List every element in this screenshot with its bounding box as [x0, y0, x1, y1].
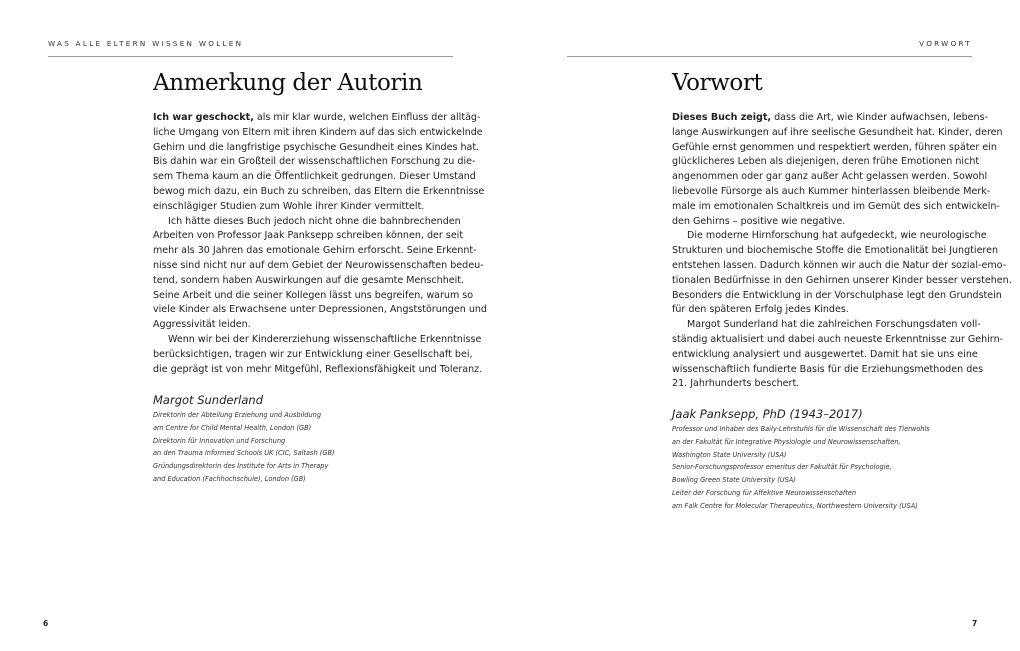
body-line: sem Thema kaum an die Öffentlichkeit gedrungen. Dieser Umstand	[153, 171, 476, 183]
affiliation-line: am Falk Centre for Molecular Therapeutics, Northwestern University (USA)	[672, 501, 918, 510]
body-line: angenommen oder gar ganz außer Acht gelassen werden. Sowohl	[672, 171, 988, 183]
author-signature: Jaak Panksepp, PhD (1943–2017)	[672, 407, 863, 421]
author-affiliation	[672, 423, 930, 513]
body-line: Ich hätte dieses Buch jedoch nicht ohne die bahnbrechenden	[168, 215, 461, 227]
header-rule	[567, 56, 972, 57]
body-line: Gefühle ernst genommen und respektiert werden, führen später ein	[672, 141, 997, 153]
body-line: Wenn wir bei der Kindererziehung wissenschaftliche Erkenntnisse	[168, 333, 482, 345]
lead-phrase: Dieses Buch zeigt,	[672, 112, 772, 123]
body-line: 21. Jahrhunderts beschert.	[672, 378, 800, 390]
body-text	[672, 111, 1012, 392]
page-number: 6	[43, 619, 49, 628]
body-line: für den späteren Erfolg jedes Kindes.	[672, 304, 849, 316]
body-line: entwicklung analysiert und ausgewertet. Damit hat sie uns eine	[672, 348, 978, 360]
author-affiliation	[153, 409, 335, 486]
body-line: male im emotionalen Schaltkreis und im Gemüt des sich entwickeln-	[672, 200, 1000, 212]
affiliation-line: Gründungsdirektorin des Institute for Arts in Therapy	[153, 462, 329, 471]
affiliation-line: an der Fakultät für Integrative Physiologie und Neurowissenschaften,	[672, 437, 901, 446]
body-line: Aggressivität leiden.	[153, 319, 251, 331]
line-text: als mir klar wurde, welchen Einfluss der alltäg-	[253, 112, 481, 123]
right-page	[510, 0, 1020, 651]
body-line: glücklicheres Leben als diejenigen, deren frühe Emotionen nicht	[672, 156, 980, 168]
affiliation-line: and Education (Fachhochschule), London (GB)	[153, 474, 306, 483]
affiliation-line: am Centre for Child Mental Health, London (GB)	[153, 423, 312, 432]
body-line: Arbeiten von Professor Jaak Panksepp schreiben können, der seit	[153, 230, 464, 242]
body-line: berücksichtigen, tragen wir zur Entwicklung einer Gesellschaft bei,	[153, 348, 473, 360]
affiliation-line: Bowling Green State University (USA)	[672, 476, 796, 485]
body-line: Margot Sunderland hat die zahlreichen Forschungsdaten voll-	[687, 319, 981, 331]
line-text: dass die Art, wie Kinder aufwachsen, lebens-	[771, 112, 989, 123]
running-head: VORWORT	[919, 39, 972, 48]
body-line: einschlägiger Studien zum Wohle ihrer Kinder vermittelt.	[153, 200, 425, 212]
body-line: den Gehirns – positive wie negative.	[672, 215, 846, 227]
affiliation-line: Direktorin der Abteilung Erziehung und Ausbildung	[153, 411, 322, 419]
body-line: Gehirn und die langfristige psychische Gesundheit eines Kindes hat.	[153, 141, 480, 153]
body-line: nisse sind nicht nur auf dem Gebiet der Neurowissenschaften bedeu-	[153, 259, 484, 271]
lead-phrase: Ich war geschockt,	[153, 112, 254, 123]
page-number: 7	[972, 619, 978, 628]
body-line: bewog mich dazu, ein Buch zu schreiben, das Eltern die Erkenntnisse	[153, 185, 485, 197]
affiliation-line: Washington State University (USA)	[672, 450, 787, 459]
body-line: Besonders die Entwicklung in der Vorschulphase legt den Grundstein	[672, 289, 1002, 301]
body-line: mehr als 30 Jahren das emotionale Gehirn erforscht. Seine Erkennt-	[153, 245, 477, 257]
body-line	[672, 111, 989, 126]
affiliation-line: an den Trauma Informed Schools UK (CIC, Saltash (GB)	[153, 449, 335, 458]
header-rule	[48, 56, 453, 57]
body-line: tend, sondern haben Auswirkungen auf die gesamte Menschheit.	[153, 274, 465, 286]
affiliation-line: Leiter der Forschung für Affektive Neurowissenschaften	[672, 488, 857, 497]
affiliation-line: Direktorin für Innovation und Forschung	[153, 436, 286, 445]
body-line: Bis dahin war ein Großteil der wissenschaftlichen Forschung zu die-	[153, 156, 476, 168]
affiliation-line: Senior-Forschungsprofessor emeritus der Fakultät für Psychologie,	[672, 463, 892, 472]
body-line	[153, 111, 481, 126]
body-line: liebevolle Fürsorge als auch Kummer hinterlassen bleibende Merk-	[672, 185, 991, 197]
body-line: Strukturen und biochemische Stoffe die Emotionalität bei Jungtieren	[672, 245, 999, 257]
body-line: die geprägt ist von mehr Mitgefühl, Reflexionsfähigkeit und Toleranz.	[153, 363, 483, 375]
body-line: tionalen Bedürfnisse in den Gehirnen unserer Kinder besser verstehen.	[672, 274, 1012, 286]
body-line: Seine Arbeit und die seiner Kollegen lässt uns begreifen, warum so	[153, 289, 474, 301]
page-title: Anmerkung der Autorin	[153, 70, 423, 96]
body-line: wissenschaftlich fundierte Basis für die Erziehungsmethoden des	[672, 363, 984, 375]
body-line: viele Kinder als Erwachsene unter Depressionen, Angststörungen und	[153, 304, 487, 316]
body-line: Die moderne Hirnforschung hat aufgedeckt, wie neurologische	[687, 230, 987, 242]
body-line: entstehen lassen. Dadurch können wir auch die Natur der sozial-emo-	[672, 259, 1007, 271]
body-text	[153, 111, 487, 377]
author-signature: Margot Sunderland	[153, 393, 264, 407]
page-title: Vorwort	[672, 70, 763, 96]
body-line: liche Umgang von Eltern mit ihren Kindern auf das sich entwickelnde	[153, 126, 483, 138]
running-head: WAS ALLE ELTERN WISSEN WOLLEN	[48, 39, 244, 48]
affiliation-line: Professor und Inhaber des Baily-Lehrstuhls für die Wissenschaft des Tierwohls	[672, 425, 930, 433]
body-line: lange Auswirkungen auf ihre seelische Gesundheit hat. Kinder, deren	[672, 126, 1003, 138]
body-line: ständig aktualisiert und dabei auch neueste Erkenntnisse zur Gehirn-	[672, 333, 1004, 345]
